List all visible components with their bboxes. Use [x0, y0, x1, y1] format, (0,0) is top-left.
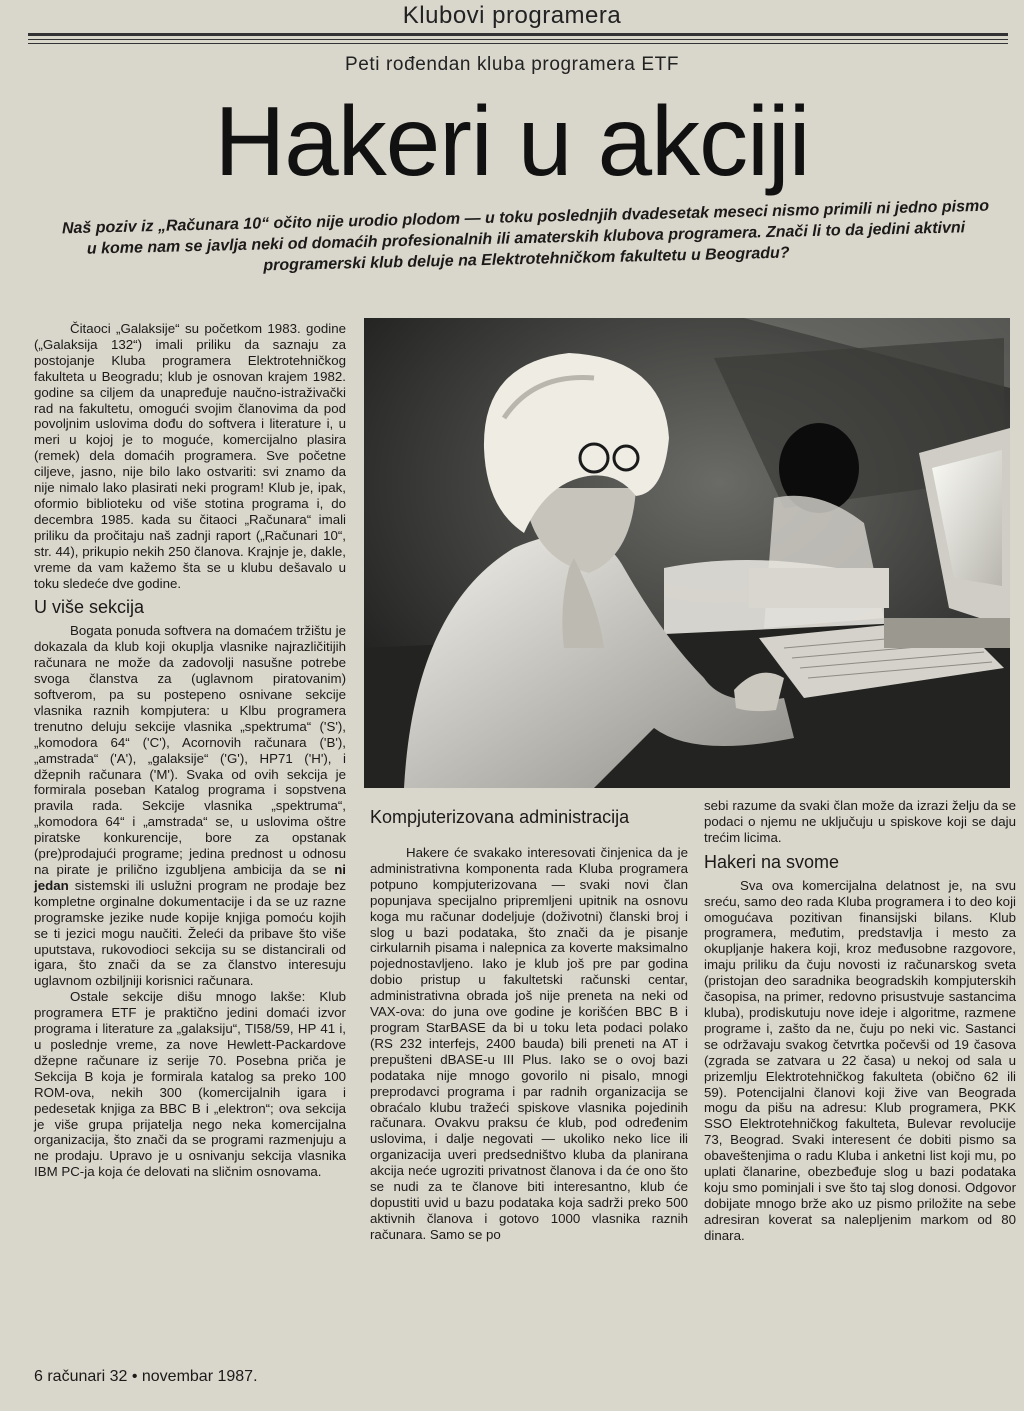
header-rule-thick	[28, 33, 1008, 36]
subhead-hackers-at-home: Hakeri na svome	[704, 851, 840, 872]
lede: Naš poziv iz „Računara 10“ očito nije urodio plodom — u toku poslednjih dvadesetak meseci nismo primili ni jedno pismo u kome nam se javlja neki od domaćih profesionalnih ili amaterskih klubova programera. Znači li to da jedini aktivni programerski klub deluje na Elektrotehničkom fakultetu u Beogradu?	[61, 197, 990, 275]
administration-paragraph: Hakere će svakako interesovati činjenica da je administrativna komponenta rada Kluba programera potpuno kompjuterizovana — svaki novi član popunjava specijalno pripremljeni upitnik na osnovu koga mu računar dodeljuje (doživotni) članski broj i slog u bazi podataka, što znači da je pisanje cirkularnih pisama i nalepnica za koverte maksimalno pojednostavljeno. Iako je klub još pre par godina dobio pristup u fakultetski računski centar, administrativna obrada još nije preneta na neki od VAX-ova: do juna ove godine je korišćen BBC B i program StarBASE da bi u toku leta podaci polako (RS 232 interfejs, 2400 bauda) bili preneti na AT i prepušteni dBASE-u III Plus. Iako se o ovoj bazi podataka nije mnogo govorilo ni pisalo, mnogi preprodavci programa i par radnih organizacija se obraćalo klubu tražeći spiskove vlasnika pojedinih računara. Ovakvu praksu će klub, pod određenim uslovima, i dalje negovati — ukoliko neko lice ili organizacija uveri predsedništvo kluba da planirana akcija neće ugroziti privatnost članova i da će ono što se nudi za te članove biti interesantno, klub će dopustiti uvid u bazu podataka koja sadrži preko 500 aktivnih članova i gotovo 1000 vlasnika raznih računara. Samo se po	[370, 845, 688, 1242]
page-folio: 6 računari 32 • novembar 1987.	[34, 1368, 258, 1385]
header-rule-thin	[28, 39, 1008, 40]
other-sections-paragraph: Ostale sekcije dišu mnogo lakše: Klub programera ETF je praktično jedini domaći izvor programa i literature za „galaksiju“, TI58/59, HP 41 i, u poslednje vreme, za nove Hewlett-Packardove džepne računare iz serije 70. Posebna priča je Sekcija B koja je formirala katalog sa preko 100 ROM-ova, nekih 300 (komercijalnih igara i pedesetak knjiga za BBC B i „elektron“; ova sekcija je više grupa prijatelja nego neka komercijalna organizacija, što znači da se programi razmenjuju a ne prodaju. Upravo je u osnivanju sekcija vlasnika IBM PC-ja koja će delovati na sličnim osnovama.	[34, 989, 346, 1180]
intro-paragraph: Čitaoci „Galaksije“ su početkom 1983. godine („Galaksija 132“) imali priliku da saznaju za postojanje Kluba programera Elektrotehničkog fakulteta u Beogradu; klub je osnovan krajem 1982. godine sa ciljem da unapređuje naučno-istraživački rad na fakultetu, omogući svojim članovima da pod povoljnim uslovima dođu do softvera i literature i, u meri u kojoj je to moguće, komercijalno plasira (remek) dela domaćih programera. Sve početne ciljeve, jasno, nije bilo lako ostvariti: svi znamo da nije nimalo lako plasirati neki program! Klub je, ipak, oformio biblioteku od više stotina programa i, do decembra 1985. kada su čitaoci „Računara“ imali priliku da pročitaju naš zadnji raport („Računari 10“, str. 44), prikupio nekih 250 članova. Krajnje je, dakle, vreme da vam kažemo šta se u klubu dešavalo u toku sledeće dve godine.	[34, 321, 346, 591]
column-2	[370, 807, 688, 1243]
column-1	[34, 321, 346, 1180]
subhead-sections: U više sekcija	[34, 597, 145, 618]
sections-text-a: Bogata ponuda softvera na domaćem tržištu je dokazala da klub koji okuplja vlasnike najrazličitijih računara ne može da zadovolji nasušne potrebe svoga članstva za (uglavnom piratovanim) softverom, pa su postepeno osnivane sekcije vlasnika raznih kompjutera: u Klbu programera trenutno deluju sekcije vlasnika „spektruma“ ('S'), „komodora 64“ ('C'), Acornovih računara ('B'), „amstrada“ ('A'), „galaksije“ ('G'), HP71 ('H'), i džepnih računara ('M'). Svaka od ovih sekcija je formirala poseban Katalog programa i sopstvena pravila rada. Sekcije vlasnika „spektruma“, „komodora 64“ i „amstrada“ se, u uslovima oštre piratske konkurencije, bore za opstanak (pre)prodajući programe; jedina prednost u odnosu na pirate je prilično izgubljena ambicija da se	[34, 623, 346, 877]
subhead-administration: Kompjuterizovana administracija	[370, 807, 630, 827]
emphasis-ni-jedan: ni jedan	[34, 862, 347, 893]
header-rule-thin-2	[28, 43, 1008, 44]
sections-paragraph	[34, 623, 346, 989]
continued-paragraph: sebi razume da svaki član može da izrazi želju da se podaci o njemu ne uključuju u spiskove koji se daju trećim licima.	[704, 798, 1016, 845]
hackers-paragraph: Sva ova komercijalna delatnost je, na svu sreću, samo deo rada Kluba programera i to deo koji omogućava pozitivan finansijski bilans. Klub programera, međutim, predstavlja i mesto za okupljanje hakera koji, kroz međusobne razgovore, imaju priliku da čuju novosti iz računarskog sveta (pristojan deo saradnika beogradskih kompjuterskih časopisa, na primer, redovno prisustvuje sastancima kluba), prodiskutuju nove ideje i algoritme, razmene programe i, zašto da ne, čuju po neki vic. Sastanci se održavaju svakog četvrtka počevši od 19 časova (zgrada se zatvara u 22 časa) u nekoj od sala u prizemlju Elektrotehničkog fakulteta (obično 62 ili 59). Potencijalni članovi koji žive van Beograda mogu da pišu na adresu: Klub programera, PKK SSO Elektrotehničkog fakulteta, Bulevar revolucije 73, Beograd. Svaki interesent će dobiti pismo sa obaveštenjima o radu Kluba i anketni list koji mu, po uplati članarine, obezbeđuje slog u bazi podataka koju smo pominjali i sve što taj slog donosi. Odgovor dobijate mnogo brže ako uz pismo priložite na sebe adresiran koverat sa nalepljenim markom od 80 dinara.	[704, 877, 1016, 1243]
kicker: Peti rođendan kluba programera ETF	[344, 54, 680, 75]
photo-illustration	[364, 318, 1010, 788]
sections-text-b: sistemski ili uslužni program ne prodaje bez kompletne orginalne dokumentacije i da se uz razne programske jezike nude kopije knjiga pomoću kojih se ti jezici mogu naučiti. Želeći da pribave što više uputstava, rukovodioci sekcija su se distancirali od igara, što znači da se za članstvo interesuju uglavnom ozbiljniji korisnici računara.	[34, 877, 347, 989]
headline: Hakeri u akciji	[214, 86, 810, 196]
photo-hackers-at-computer	[364, 318, 1010, 788]
section-header: Klubovi programera	[402, 2, 622, 29]
column-3	[704, 798, 1016, 1244]
